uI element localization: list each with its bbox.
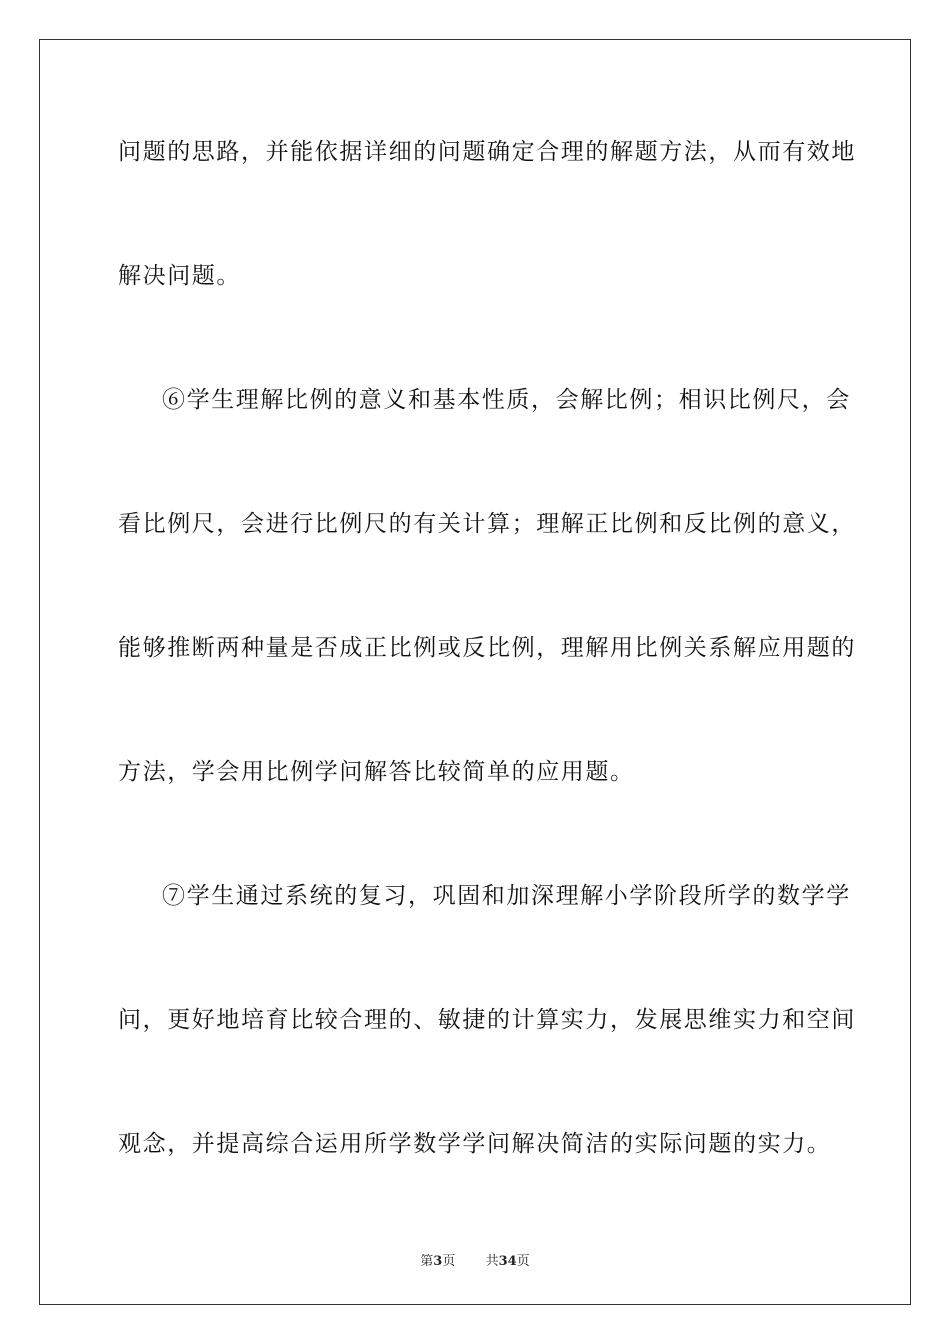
page-frame	[39, 39, 911, 1305]
total-prefix: 共	[485, 1254, 499, 1269]
page-prefix: 第	[420, 1254, 434, 1269]
body-text-line: 看比例尺，会进行比例尺的有关计算；理解正比例和反比例的意义，	[118, 511, 856, 537]
body-text-line: 解决问题。	[118, 263, 241, 289]
total-suffix: 页	[516, 1254, 530, 1269]
page-number: 3	[433, 1254, 443, 1269]
body-text-line: 问题的思路，并能依据详细的问题确定合理的解题方法，从而有效地	[118, 139, 856, 165]
body-text-line: 能够推断两种量是否成正比例或反比例，理解用比例关系解应用题的	[118, 635, 856, 661]
page-suffix: 页	[442, 1254, 456, 1269]
body-text-line: 观念，并提高综合运用所学数学学问解决简洁的实际问题的实力。	[118, 1131, 832, 1157]
total-pages: 34	[498, 1254, 517, 1269]
body-text-line: 方法，学会用比例学问解答比较简单的应用题。	[118, 759, 635, 785]
page-footer	[0, 1250, 950, 1269]
paragraph-7-first-line: ⑦学生通过系统的复习，巩固和加深理解小学阶段所学的数学学	[162, 883, 851, 909]
paragraph-6-first-line: ⑥学生理解比例的意义和基本性质，会解比例；相识比例尺，会	[162, 387, 851, 413]
body-text-line: 问，更好地培育比较合理的、敏捷的计算实力，发展思维实力和空间	[118, 1007, 856, 1033]
